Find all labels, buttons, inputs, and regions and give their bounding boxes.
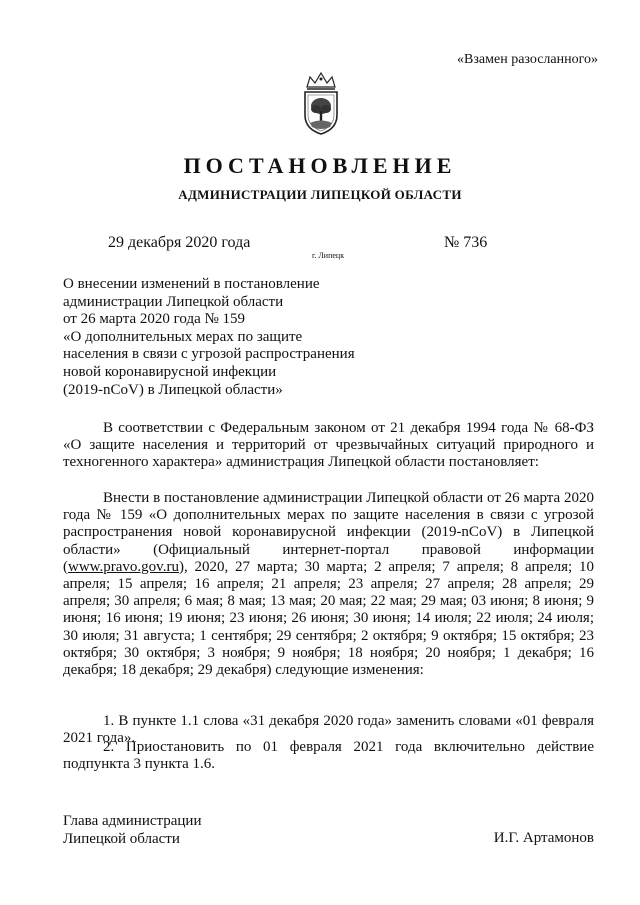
signatory-position-line: Липецкой области: [63, 831, 180, 847]
document-place: г. Липецк: [312, 251, 345, 260]
subject-line: новой коронавирусной инфекции: [63, 363, 277, 380]
replace-note: «Взамен разосланного»: [457, 52, 598, 67]
signatory-name: И.Г. Артамонов: [493, 830, 594, 846]
signatory-position: [63, 812, 201, 848]
main-text-before-link: Внести в постановление администрации Липецкой области от 26 марта 2020 года № 159 «О дополнительных мерах по защите населения в связи с угрозой распространения новой коронавирусной инфекции (2019-nCoV) в Липецкой области» (Официальный интернет-портал правовой информации (: [63, 490, 594, 575]
subject-line: «О дополнительных мерах по защите: [63, 328, 303, 345]
document-date: 29 декабря 2020 года: [108, 234, 251, 251]
document-subject: [63, 276, 393, 399]
subject-line: населения в связи с угрозой распространения: [63, 346, 355, 363]
subject-line: (2019-nCoV) в Липецкой области»: [63, 381, 283, 398]
amendment-item-2: 2. Приостановить по 01 февраля 2021 года включительно действие подпункта 3 пункта 1.6.: [63, 739, 594, 773]
document-subtitle: АДМИНИСТРАЦИИ ЛИПЕЦКОЙ ОБЛАСТИ: [178, 187, 462, 202]
subject-line: администрации Липецкой области: [63, 293, 284, 310]
subject-line: О внесении изменений в постановление: [63, 276, 320, 292]
preamble-paragraph: В соответствии с Федеральным законом от 21 декабря 1994 года № 68-ФЗ «О защите населения и территорий от чрезвычайных ситуаций природного и техногенного характера» администрация Липецкой области постановляет:: [63, 420, 594, 471]
main-paragraph: [63, 490, 594, 679]
document-number: № 736: [444, 234, 488, 251]
amendment-item-1: 1. В пункте 1.1 слова «31 декабря 2020 года» заменить словами «01 февраля 2021 года».: [63, 713, 594, 747]
coat-of-arms-icon: [298, 71, 344, 137]
pravo-portal-link[interactable]: www.pravo.gov.ru: [68, 558, 179, 575]
signatory-position-line: Глава администрации: [63, 813, 202, 829]
subject-line: от 26 марта 2020 года № 159: [63, 311, 246, 328]
document-title: ПОСТАНОВЛЕНИЕ: [183, 153, 457, 178]
main-text-after-link: ), 2020, 27 марта; 30 марта; 2 апреля; 7 апреля; 8 апреля; 10 апреля; 15 апреля; 16 апреля; 21 апреля; 23 апреля; 27 апреля; 28 апреля; 29 апреля; 30 апреля; 6 мая; 8 мая; 13 мая; 20 мая; 22 мая; 29 мая; 03 июня; 8 июня; 9 июня; 16 июня; 19 июня; 23 июня; 26 июня; 30 июня; 14 июля; 22 июля; 24 июля; 30 июля; 31 августа; 1 сентября; 29 сентября; 2 октября; 9 октября; 15 октября; 23 октября; 30 октября; 3 ноября; 9 ноября; 18 ноября; 20 ноября; 1 декабря; 16 декабря; 18 декабря; 29 декабря) следующие изменения:: [63, 558, 594, 679]
